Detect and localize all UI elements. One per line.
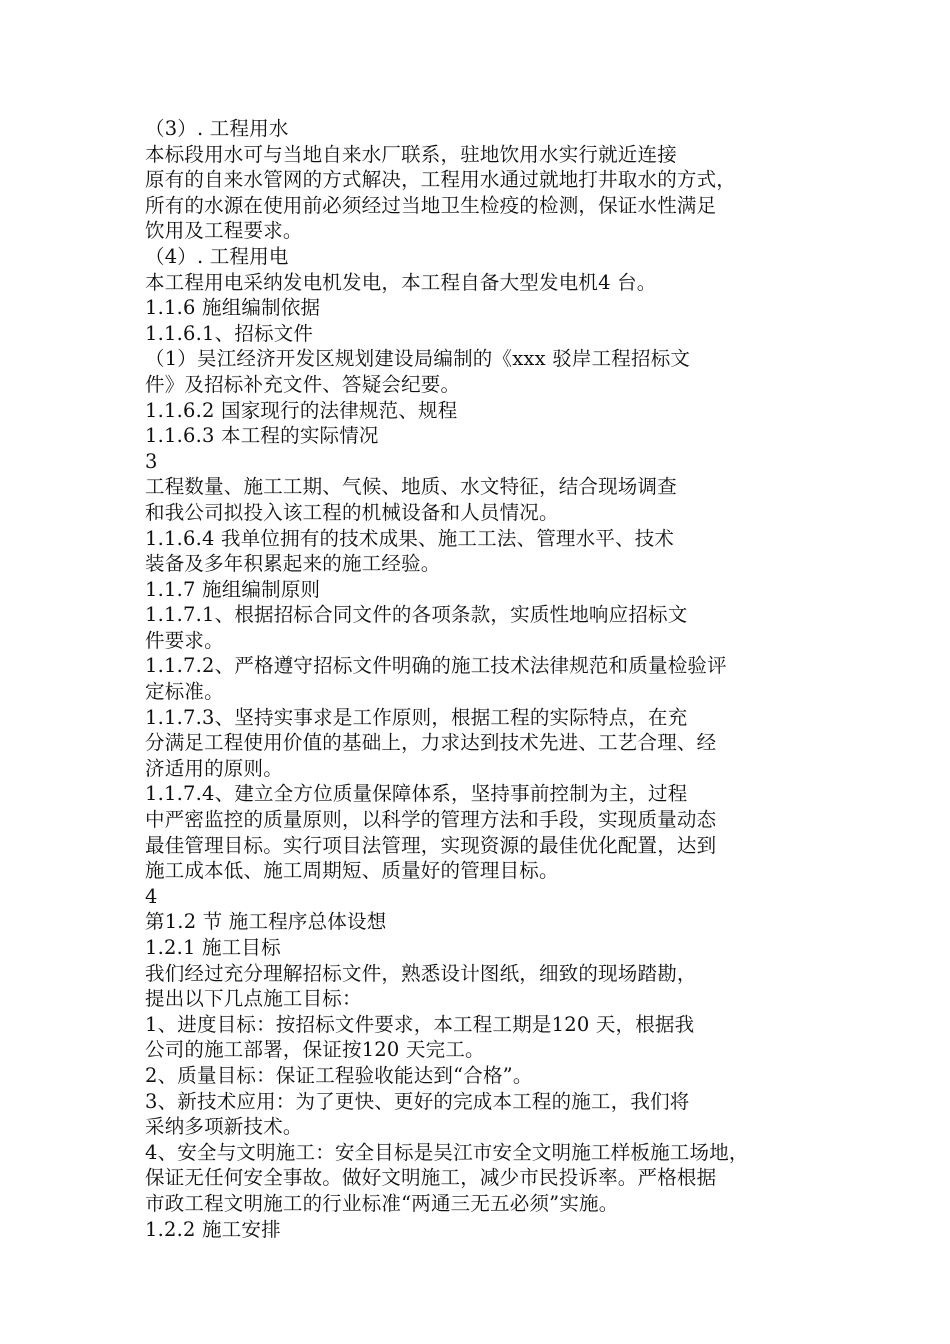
text-line: 2、质量目标：保证工程验收能达到“合格”。 xyxy=(145,1063,533,1087)
text-line: 济适用的原则。 xyxy=(145,756,283,780)
text-line: 3、新技术应用：为了更快、更好的完成本工程的施工，我们将 xyxy=(145,1089,690,1113)
text-line: 1.1.7.3、坚持实事求是工作原则，根据工程的实际特点，在充 xyxy=(145,705,688,729)
text-line: 饮用及工程要求。 xyxy=(145,219,303,243)
section-heading-overall-plan: 第1.2 节 施工程序总体设想 xyxy=(145,910,387,934)
text-line: 我们经过充分理解招标文件，熟悉设计图纸，细致的现场踏勘， xyxy=(145,961,697,985)
text-line: 分满足工程使用价值的基础上，力求达到技术先进、工艺合理、经 xyxy=(145,731,717,755)
text-line: 1.1.6.4 我单位拥有的技术成果、施工工法、管理水平、技术 xyxy=(145,526,675,550)
document-body xyxy=(145,116,935,1242)
text-line: 市政工程文明施工的行业标准“两通三无五必须”实施。 xyxy=(145,1191,619,1215)
text-line: 工程数量、施工工期、气候、地质、水文特征，结合现场调查 xyxy=(145,475,677,499)
page-number: 4 xyxy=(145,884,158,908)
section-heading-power: （4）. 工程用电 xyxy=(145,244,289,268)
page-number: 3 xyxy=(145,449,158,473)
section-heading-water: （3）. 工程用水 xyxy=(145,117,289,140)
subsection-heading: 1.2.1 施工目标 xyxy=(145,936,281,959)
text-line: 本工程用电采纳发电机发电，本工程自备大型发电机4 台。 xyxy=(145,270,657,294)
subsection-heading: 1.2.2 施工安排 xyxy=(145,1217,281,1241)
text-line: 1.1.7.1、根据招标合同文件的各项条款，实质性地响应招标文 xyxy=(145,603,688,627)
text-line: 原有的自来水管网的方式解决，工程用水通过就地打井取水的方式， xyxy=(145,168,737,192)
text-line: 1.1.7.4、建立全方位质量保障体系，坚持事前控制为主，过程 xyxy=(145,782,688,806)
text-line: （1）吴江经济开发区规划建设局编制的《xxx 驳岸工程招标文 xyxy=(145,347,691,371)
subsection-heading: 1.1.6.3 本工程的实际情况 xyxy=(145,424,379,448)
text-line: 公司的施工部署，保证按120 天完工。 xyxy=(145,1038,485,1062)
section-heading-basis: 1.1.6 施组编制依据 xyxy=(145,296,321,320)
text-line: 保证无任何安全事故。做好文明施工，减少市民投诉率。严格根据 xyxy=(145,1166,717,1190)
text-line: 最佳管理目标。实行项目法管理，实现资源的最佳优化配置，达到 xyxy=(145,833,717,857)
text-line: 施工成本低、施工周期短、质量好的管理目标。 xyxy=(145,859,559,883)
text-line: 件》及招标补充文件、答疑会纪要。 xyxy=(145,372,461,396)
text-line: 采纳多项新技术。 xyxy=(145,1115,303,1139)
subsection-heading: 1.1.6.1、招标文件 xyxy=(145,321,314,345)
text-line: 本标段用水可与当地自来水厂联系，驻地饮用水实行就近连接 xyxy=(145,142,677,166)
text-line: 和我公司拟投入该工程的机械设备和人员情况。 xyxy=(145,500,559,524)
text-line: 装备及多年积累起来的施工经验。 xyxy=(145,552,441,576)
text-line: 提出以下几点施工目标： xyxy=(145,987,362,1011)
text-line: 所有的水源在使用前必须经过当地卫生检疫的检测，保证水性满足 xyxy=(145,193,717,217)
text-line: 4、安全与文明施工：安全目标是吴江市安全文明施工样板施工场地， xyxy=(145,1140,749,1164)
text-line: 中严密监控的质量原则，以科学的管理方法和手段，实现质量动态 xyxy=(145,808,717,832)
text-line: 1.1.7.2、严格遵守招标文件明确的施工技术法律规范和质量检验评 xyxy=(145,654,727,678)
subsection-heading: 1.1.6.2 国家现行的法律规范、规程 xyxy=(145,398,458,422)
text-line: 1、进度目标：按招标文件要求，本工程工期是120 天，根据我 xyxy=(145,1012,695,1036)
section-heading-principles: 1.1.7 施组编制原则 xyxy=(145,577,321,601)
text-line: 件要求。 xyxy=(145,628,224,652)
text-line: 定标准。 xyxy=(145,680,224,704)
